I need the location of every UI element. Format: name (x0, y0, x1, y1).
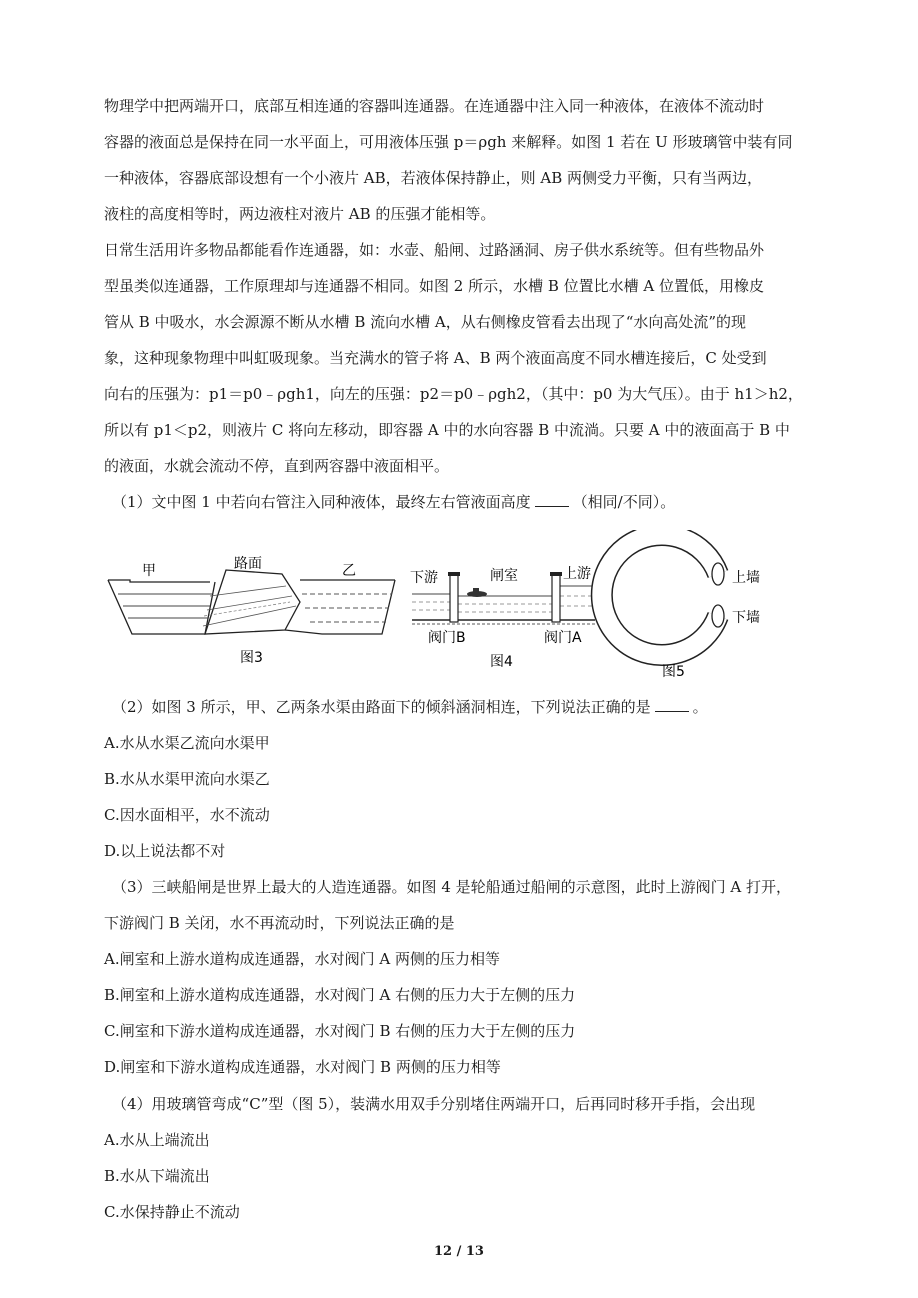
q2-option-b[interactable]: B.水从水渠甲流向水渠乙 (104, 770, 270, 788)
q4-option-c[interactable]: C.水保持静止不流动 (104, 1203, 240, 1221)
question-2-suffix: 。 (692, 698, 708, 716)
question-2 (112, 697, 708, 717)
fig5-top-label: 上墙 (732, 570, 760, 586)
fig4-valve-b-label: 阀门B (428, 630, 466, 646)
q2-option-a[interactable]: A.水从水渠乙流向水渠甲 (104, 734, 270, 752)
page-number: 12 / 13 (434, 1244, 484, 1259)
text-line: 的液面，水就会流动不停，直到两容器中液面相平。 (104, 457, 450, 475)
question-3-stem-line-1: （3）三峡船闸是世界上最大的人造连通器。如图 4 是轮船通过船闸的示意图，此时上游阀门 A 打开， (112, 878, 791, 896)
fig4-valve-a-label: 阀门A (544, 630, 582, 646)
text-line: 日常生活用许多物品都能看作连通器，如：水壶、船闸、过路涵洞、房子供水系统等。但有些物品外 (104, 241, 765, 259)
text-line: 型虽类似连通器，工作原理却与连通器不相同。如图 2 所示，水槽 B 位置比水槽 A 位置低，用橡皮 (104, 277, 765, 295)
fig4-chamber-label: 闸室 (490, 568, 518, 584)
text-line: 所以有 p1＜p2，则液片 C 将向左移动，即容器 A 中的水向容器 B 中流淌。只要 A 中的液面高于 B 中 (104, 421, 790, 439)
text-line: 象，这种现象物理中叫虹吸现象。当充满水的管子将 A、B 两个液面高度不同水槽连接后，C 处受到 (104, 349, 767, 367)
text-line: 容器的液面总是保持在同一水平面上，可用液体压强 p＝ρgh 来解释。如图 1 若在 U 形玻璃管中装有同 (104, 133, 793, 151)
q3-option-a[interactable]: A.闸室和上游水道构成连通器，水对阀门 A 两侧的压力相等 (104, 950, 500, 968)
figure-3 (108, 556, 395, 666)
fig3-road-label: 路面 (234, 556, 262, 572)
fig4-caption: 图4 (490, 654, 513, 670)
text-line: 向右的压强为：p1＝p0﹣ρgh1，向左的压强：p2＝p0﹣ρgh2，（其中：p0 为大气压）。由于 h1＞h2， (104, 385, 803, 403)
answer-blank[interactable] (535, 492, 569, 507)
question-2-stem: （2）如图 3 所示，甲、乙两条水渠由路面下的倾斜涵洞相连，下列说法正确的是 (112, 698, 651, 716)
figures-row (0, 530, 918, 690)
answer-blank[interactable] (655, 697, 689, 712)
fig4-upstream-label: 上游 (563, 566, 591, 582)
q4-option-a[interactable]: A.水从上端流出 (104, 1131, 210, 1149)
text-line: 物理学中把两端开口，底部互相连通的容器叫连通器。在连通器中注入同一种液体，在液体不流动时 (104, 97, 765, 115)
q2-option-c[interactable]: C.因水面相平，水不流动 (104, 806, 270, 824)
question-4-stem: （4）用玻璃管弯成“C”型（图 5），装满水用双手分别堵住两端开口，后再同时移开手指，会出现 (112, 1095, 756, 1113)
q4-option-b[interactable]: B.水从下端流出 (104, 1167, 210, 1185)
fig3-right-label: 乙 (342, 563, 356, 579)
fig5-caption: 图5 (662, 664, 685, 680)
question-1-stem: （1）文中图 1 中若向右管注入同种液体，最终左右管液面高度 (112, 493, 531, 511)
figure-5 (602, 535, 760, 680)
q2-option-d[interactable]: D.以上说法都不对 (104, 842, 226, 860)
q3-option-d[interactable]: D.闸室和下游水道构成连通器，水对阀门 B 两侧的压力相等 (104, 1058, 501, 1076)
question-1-suffix: （相同/不同）。 (572, 493, 676, 511)
fig4-downstream-label: 下游 (410, 570, 438, 586)
fig3-caption: 图3 (240, 650, 263, 666)
text-line: 管从 B 中吸水，水会源源不断从水槽 B 流向水槽 A，从右侧橡皮管看去出现了“水向高处流”的现 (104, 313, 747, 331)
text-line: 液柱的高度相等时，两边液柱对液片 AB 的压强才能相等。 (104, 205, 496, 223)
figure-4 (410, 566, 595, 670)
question-3-stem-line-2: 下游阀门 B 关闭，水不再流动时，下列说法正确的是 (104, 914, 455, 932)
question-1 (112, 492, 675, 512)
fig3-left-label: 甲 (142, 563, 156, 579)
fig5-bottom-label: 下墙 (732, 610, 760, 626)
q3-option-b[interactable]: B.闸室和上游水道构成连通器，水对阀门 A 右侧的压力大于左侧的压力 (104, 986, 576, 1004)
q3-option-c[interactable]: C.闸室和下游水道构成连通器，水对阀门 B 右侧的压力大于左侧的压力 (104, 1022, 576, 1040)
text-line: 一种液体，容器底部设想有一个小液片 AB，若液体保持静止，则 AB 两侧受力平衡，只有当两边， (104, 169, 763, 187)
